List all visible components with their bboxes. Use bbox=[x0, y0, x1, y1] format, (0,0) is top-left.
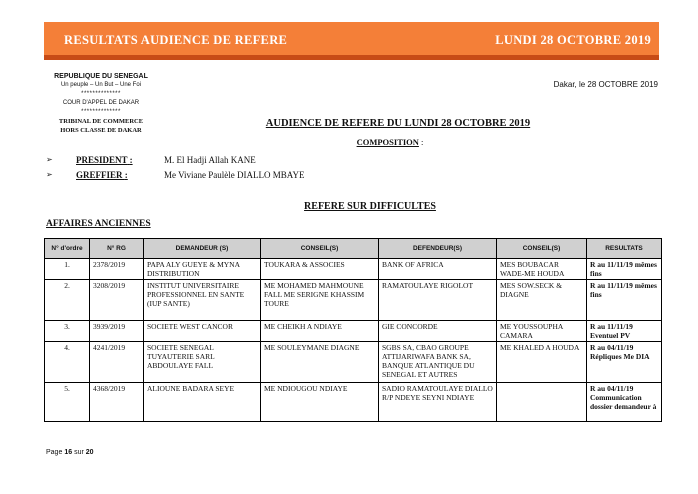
place-date: Dakar, le 28 OCTOBRE 2019 bbox=[553, 80, 658, 89]
president-name: M. El Hadji Allah KANE bbox=[164, 155, 256, 165]
court-name: COUR D'APPEL DE DAKAR bbox=[62, 100, 140, 106]
table-row bbox=[45, 259, 662, 280]
cell-conseil-defendeur: ME YOUSSOUPHA CAMARA bbox=[497, 321, 587, 342]
cell-defendeur: BANK OF AFRICA bbox=[379, 259, 497, 280]
cell-order: 3. bbox=[45, 321, 90, 342]
cell-rg: 2378/2019 bbox=[90, 259, 144, 280]
greffier-name: Me Viviane Paulèle DIALLO MBAYE bbox=[164, 170, 305, 180]
table-row bbox=[45, 342, 662, 383]
cell-resultat: R au 11/11/19 mêmes fins bbox=[587, 280, 662, 321]
cell-defendeur: RAMATOULAYE RIGOLOT bbox=[379, 280, 497, 321]
banner-title: RESULTATS AUDIENCE DE REFERE bbox=[64, 33, 288, 47]
cell-conseil-demandeur: ME MOHAMED MAHMOUNE FALL ME SERIGNE KHASSIM TOURE bbox=[261, 280, 379, 321]
col-header-order: N° d'ordre bbox=[45, 239, 90, 259]
col-header-conseil-demandeur: CONSEIL(S) bbox=[261, 239, 379, 259]
cell-defendeur: GIE CONCORDE bbox=[379, 321, 497, 342]
cell-conseil-defendeur: ME KHALED A HOUDA bbox=[497, 342, 587, 383]
cell-defendeur: SADIO RAMATOULAYE DIALLO R/P NDEYE SEYNI NDIAYE bbox=[379, 383, 497, 422]
table-row bbox=[45, 321, 662, 342]
cell-resultat: R au 04/11/19 Communication dossier demandeur à bbox=[587, 383, 662, 422]
document-title: AUDIENCE DE REFERE DU LUNDI 28 OCTOBRE 2019 bbox=[265, 118, 531, 129]
page-number: 16 bbox=[64, 449, 73, 456]
cell-order: 4. bbox=[45, 342, 90, 383]
stars-divider: ************** bbox=[81, 91, 121, 97]
tribunal-name-line2: HORS CLASSE DE DAKAR bbox=[60, 127, 142, 134]
cell-defendeur: SGBS SA, CBAO GROUPE ATTIJARIWAFA BANK SA, BANQUE ATLANTIQUE DU SENEGAL ET AUTRES bbox=[379, 342, 497, 383]
composition-heading bbox=[290, 137, 490, 147]
composition-suffix: : bbox=[418, 137, 424, 147]
cell-resultat: R au 11/11/19 mêmes fins bbox=[587, 259, 662, 280]
cell-rg: 4368/2019 bbox=[90, 383, 144, 422]
greffier-label: GREFFIER : bbox=[76, 170, 128, 180]
col-header-defendeur: DEFENDEUR(S) bbox=[379, 239, 497, 259]
banner-date: LUNDI 28 OCTOBRE 2019 bbox=[495, 33, 651, 47]
cell-resultat: R au 04/11/19 Répliques Me DIA bbox=[587, 342, 662, 383]
col-header-conseil-defendeur: CONSEIL(S) bbox=[497, 239, 587, 259]
republic-name: REPUBLIQUE DU SENEGAL bbox=[54, 73, 148, 80]
page-total: 20 bbox=[85, 449, 94, 456]
cell-conseil-defendeur bbox=[497, 383, 587, 422]
cell-demandeur: INSTITUT UNIVERSITAIRE PROFESSIONNEL EN SANTE (IUP SANTE) bbox=[144, 280, 261, 321]
cell-conseil-defendeur: MES SOW.SECK & DIAGNE bbox=[497, 280, 587, 321]
page-word: Page bbox=[46, 449, 63, 456]
col-header-demandeur: DEMANDEUR (S) bbox=[144, 239, 261, 259]
page-sur: sur bbox=[74, 449, 84, 456]
composition-label: COMPOSITION bbox=[356, 137, 419, 147]
results-table bbox=[44, 238, 662, 422]
cell-conseil-defendeur: MES BOUBACAR WADE-ME HOUDA bbox=[497, 259, 587, 280]
section-heading: AFFAIRES ANCIENNES bbox=[46, 219, 151, 229]
organization-block bbox=[46, 72, 156, 135]
table-row bbox=[45, 383, 662, 422]
cell-resultat: R au 11/11/19 Eventuel PV bbox=[587, 321, 662, 342]
arrow-bullet-icon: ➢ bbox=[46, 170, 53, 179]
president-label: PRESIDENT : bbox=[76, 155, 133, 165]
cell-rg: 4241/2019 bbox=[90, 342, 144, 383]
cell-conseil-demandeur: ME SOULEYMANE DIAGNE bbox=[261, 342, 379, 383]
cell-demandeur: ALIOUNE BADARA SEYE bbox=[144, 383, 261, 422]
cell-demandeur: SOCIETE WEST CANCOR bbox=[144, 321, 261, 342]
section-subtitle: REFERE SUR DIFFICULTES bbox=[304, 201, 436, 212]
col-header-resultats: RESULTATS bbox=[587, 239, 662, 259]
cell-conseil-demandeur: ME CHEIKH A NDIAYE bbox=[261, 321, 379, 342]
tribunal-name-line1: TRIBINAL DE COMMERCE bbox=[58, 118, 144, 125]
page-footer bbox=[46, 449, 94, 456]
arrow-bullet-icon: ➢ bbox=[46, 155, 53, 164]
cell-demandeur: SOCIETE SENEGAL TUYAUTERIE SARL ABDOULAYE FALL bbox=[144, 342, 261, 383]
cell-order: 5. bbox=[45, 383, 90, 422]
cell-order: 1. bbox=[45, 259, 90, 280]
table-row bbox=[45, 280, 662, 321]
cell-rg: 3939/2019 bbox=[90, 321, 144, 342]
cell-demandeur: PAPA ALY GUEYE & MYNA DISTRIBUTION bbox=[144, 259, 261, 280]
col-header-rg: N° RG bbox=[90, 239, 144, 259]
cell-conseil-demandeur: TOUKARA & ASSOCIES bbox=[261, 259, 379, 280]
stars-divider: ************** bbox=[81, 109, 121, 115]
republic-motto: Un peuple – Un But – Une Foi bbox=[60, 82, 142, 88]
cell-conseil-demandeur: ME NDIOUGOU NDIAYE bbox=[261, 383, 379, 422]
header-banner bbox=[44, 22, 659, 60]
cell-order: 2. bbox=[45, 280, 90, 321]
cell-rg: 3208/2019 bbox=[90, 280, 144, 321]
table-header-row bbox=[45, 239, 662, 259]
